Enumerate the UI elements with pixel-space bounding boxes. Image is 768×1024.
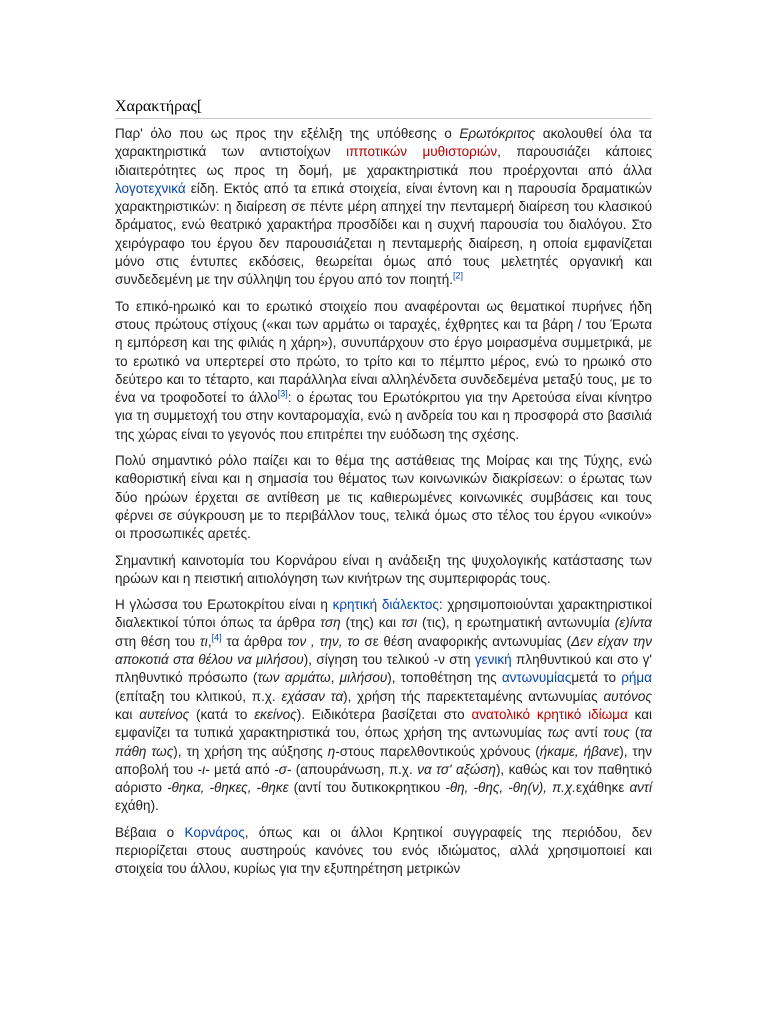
text-run: , bbox=[207, 633, 212, 649]
wiki-link[interactable]: κρητική διάλεκτος bbox=[332, 597, 439, 613]
citation-link[interactable]: [3] bbox=[277, 388, 288, 399]
italic-text: -θηκα, -θηκες, -θηκε bbox=[167, 780, 289, 796]
italic-text: αντί bbox=[629, 780, 652, 796]
text-run: τα άρθρα bbox=[221, 633, 288, 649]
redlink[interactable]: ιπποτικών μυθιστοριών bbox=[346, 144, 498, 160]
italic-text: Δεν είχαν την αποκοτιά στα θέλου να μιλήσου bbox=[115, 633, 652, 668]
text-run: ), καθώς και τον παθητικό αόριστο bbox=[115, 761, 652, 796]
wiki-link[interactable]: αντωνυμίας bbox=[501, 670, 572, 686]
wiki-link[interactable]: ρήμα bbox=[621, 670, 652, 686]
text-run: είδη. Εκτός από τα επικά στοιχεία, είναι έντονη και η παρουσία δραματικών χαρακτηριστικών: η διαίρεση σε πέντε μέρη απηχεί την πενταμερή διαίρεση του κλασικού δράματος, ενώ θεατρικό χαρακτήρα προσδίδει και η συχνή παρουσία του διαλόγου. Στο χειρόγραφο του έργου δεν παρουσιάζεται η πενταμερής διαίρεση, η οποία εμφανίζεται μόνο στις έντυπες εκδόσεις, θεωρείται όμως από τους μελετητές οργανική και συνδεδεμένη με την σύλληψη του έργου από τον ποιητή. bbox=[115, 180, 652, 288]
italic-text: αυτόνος bbox=[603, 688, 652, 704]
italic-text: τους bbox=[603, 725, 630, 741]
paragraph bbox=[115, 596, 652, 816]
text-run: Το επικό-ηρωικό και το ερωτικό στοιχείο που αναφέρονται ως θεματικοί πυρήνες ήδη στους πρώτους στίχους («και των αρμάτω οι ταραχές, έχθρητες και τα βάρη / του Έρωτα η εμπόρεση και της φιλιάς η χάρη»), συνυπάρχουν στο έργο μοιρασμένα συμμετρικά, με το ερωτικό να υπερτερεί στο πρώτο, το τρίτο και το πέμπτο μέρος, ενώ το ηρωικό στο δεύτερο και το τέταρτο, και παράλληλα είναι αλληλένδετα συνδεδεμένα μεταξύ τους, με το ένα να τροφοδοτεί το άλλο bbox=[115, 298, 652, 406]
citation-ref bbox=[212, 632, 222, 642]
wiki-link[interactable]: Κορνάρος bbox=[184, 824, 245, 840]
text-run: (κατά το bbox=[189, 706, 255, 722]
section-heading bbox=[115, 97, 652, 119]
text-run: στους παρελθοντικούς χρόνους ( bbox=[339, 743, 540, 759]
italic-text: αυτείνος bbox=[139, 706, 190, 722]
text-run: : ο έρωτας του Ερωτόκριτου για την Αρετούσα είναι κίνητρο για τη συμμετοχή του στην κονταρομαχία, ενώ η ανδρεία του και η προσφορά στο βασιλιά της χώρας είναι το γεγονός που επιτρέπει την ευόδωση της σχέσης. bbox=[115, 390, 652, 442]
text-run: ), τη χρήση της αύξησης bbox=[173, 743, 328, 759]
italic-text: μιλήσου bbox=[339, 670, 388, 686]
text-run: Η γλώσσα του Ερωτοκρίτου είναι η bbox=[115, 597, 333, 613]
text-run: εχάθηκε bbox=[576, 780, 630, 796]
italic-text: τσι bbox=[401, 615, 418, 631]
text-run: (της) και bbox=[340, 615, 402, 631]
citation-ref bbox=[453, 271, 463, 281]
italic-text: (ε)ίντα bbox=[614, 615, 652, 631]
text-run: και bbox=[115, 706, 140, 722]
text-run: ακολουθεί όλα τα χαρακτηριστικά των αντιστοίχων bbox=[115, 126, 652, 160]
paragraph bbox=[115, 552, 652, 589]
italic-text: σ- bbox=[278, 761, 292, 777]
italic-text: τον , την, το bbox=[287, 633, 360, 649]
italic-text: η- bbox=[327, 743, 340, 759]
text-run: ), σίγηση του τελικού -ν στη bbox=[303, 652, 475, 668]
text-run: εχάθη). bbox=[115, 798, 159, 814]
text-run: Πολύ σημαντικό ρόλο παίζει και το θέμα της αστάθειας της Μοίρας και της Τύχης, ενώ καθοριστική είναι και η σημασία του θέματος των κοινωνικών διακρίσεων: ο έρωτας των δύο ηρώων έρχεται σε αντίθεση με τις καθιερωμένες κοινωνικές συμβάσεις και τους φέρνει σε σύγκρουση με το περιβάλλον τους, τελικά όμως στο τέλος του έργου «νικούν» οι προσωπικές αρετές. bbox=[115, 453, 652, 542]
citation-link[interactable]: [2] bbox=[452, 270, 463, 281]
italic-text: εκείνος bbox=[254, 706, 297, 722]
text-run: μετά το bbox=[571, 670, 622, 686]
text-run: και εμφανίζει τα τυπικά χαρακτηριστικά του, όπως χρήση της αντωνυμίας bbox=[115, 706, 652, 741]
text-run: (αντί του δυτικοκρητικου bbox=[288, 780, 446, 796]
text-run: ), χρήση τής παρεκτεταμένης αντωνυμίας bbox=[343, 688, 604, 704]
text-run: , παρουσιάζει κάποιες ιδιαιτερότητες ως προς τη δομή, με χαρακτηριστικά που προέρχονται από άλλα bbox=[115, 144, 652, 178]
text-run: μετά από - bbox=[209, 761, 279, 777]
paragraph bbox=[115, 125, 652, 290]
text-run: : χρησιμοποιούνται χαρακτηριστικοί διαλεκτικοί τύποι όπως τα άρθρα bbox=[115, 597, 652, 631]
text-run: στη θέση του bbox=[115, 633, 200, 649]
paragraph bbox=[115, 824, 652, 879]
text-run: ( bbox=[629, 725, 640, 741]
italic-text: ι- bbox=[202, 761, 210, 777]
text-run: (απουράνωση, π.χ. bbox=[291, 761, 418, 777]
text-run: , όπως και οι άλλοι Κρητικοί συγγραφείς της περιόδου, δεν περιορίζεται στους αυστηρούς κανόνες του ενός ιδιώματος, αλλά χρησιμοποιεί και στοιχεία του άλλου, κυρίως για την εξυπηρέτηση μετρικών bbox=[115, 824, 652, 877]
italic-text: εχάσαν τα bbox=[281, 688, 344, 704]
text-run: , bbox=[330, 670, 340, 686]
text-run: Σημαντική καινοτομία του Κορνάρου είναι η ανάδειξη της ψυχολογικής κατάστασης των ηρώων και η πειστική αιτιολόγηση των κινήτρων της συμπεριφοράς τους. bbox=[115, 552, 652, 586]
text-run: πληθυντικού και στο γ' πληθυντικό πρόσωπο ( bbox=[115, 652, 652, 686]
wiki-link[interactable]: λογοτεχνικά bbox=[115, 180, 186, 196]
italic-text: ήκαμε, ήβανε bbox=[539, 743, 620, 759]
italic-text: τση bbox=[320, 615, 341, 631]
text-run: ). Ειδικότερα βασίζεται στο bbox=[296, 706, 472, 722]
paragraph bbox=[115, 452, 652, 543]
text-run: Παρ' όλο που ως προς την εξέλιξη της υπόθεσης ο bbox=[115, 126, 460, 141]
citation-ref bbox=[278, 389, 288, 399]
italic-text: τως bbox=[547, 725, 570, 741]
text-run: ), τοποθέτηση της bbox=[387, 670, 502, 686]
italic-text: τα πάθη τως bbox=[115, 725, 652, 759]
redlink[interactable]: ανατολικό κρητικό ιδίωμα bbox=[471, 706, 628, 722]
italic-text: τι bbox=[199, 633, 208, 649]
italic-text: των αρμάτω bbox=[257, 670, 331, 686]
text-run: (επίταξη του κλιτικού, π.χ. bbox=[115, 688, 282, 704]
italic-text: Ερωτόκριτος bbox=[459, 126, 536, 141]
citation-link[interactable]: [4] bbox=[211, 632, 222, 643]
wiki-link[interactable]: γενική bbox=[474, 652, 512, 668]
text-run: σε θέση αναφορικής αντωνυμίας ( bbox=[359, 633, 571, 649]
paragraph-container bbox=[115, 125, 652, 879]
paragraph bbox=[115, 298, 652, 444]
italic-text: να τσ' αξώση bbox=[417, 761, 496, 777]
section-heading-text: Χαρακτήρας bbox=[115, 98, 197, 115]
text-run: (τις), η ερωτηματική αντωνυμία bbox=[417, 615, 615, 631]
edit-section-bracket[interactable]: [ bbox=[196, 98, 203, 115]
text-run: ), την αποβολή του - bbox=[115, 743, 652, 777]
article-body bbox=[115, 97, 652, 887]
text-run: Βέβαια ο bbox=[115, 824, 185, 840]
text-run: αντί bbox=[569, 725, 604, 741]
italic-text: -θη, -θης, -θη(ν), π.χ. bbox=[445, 780, 577, 796]
